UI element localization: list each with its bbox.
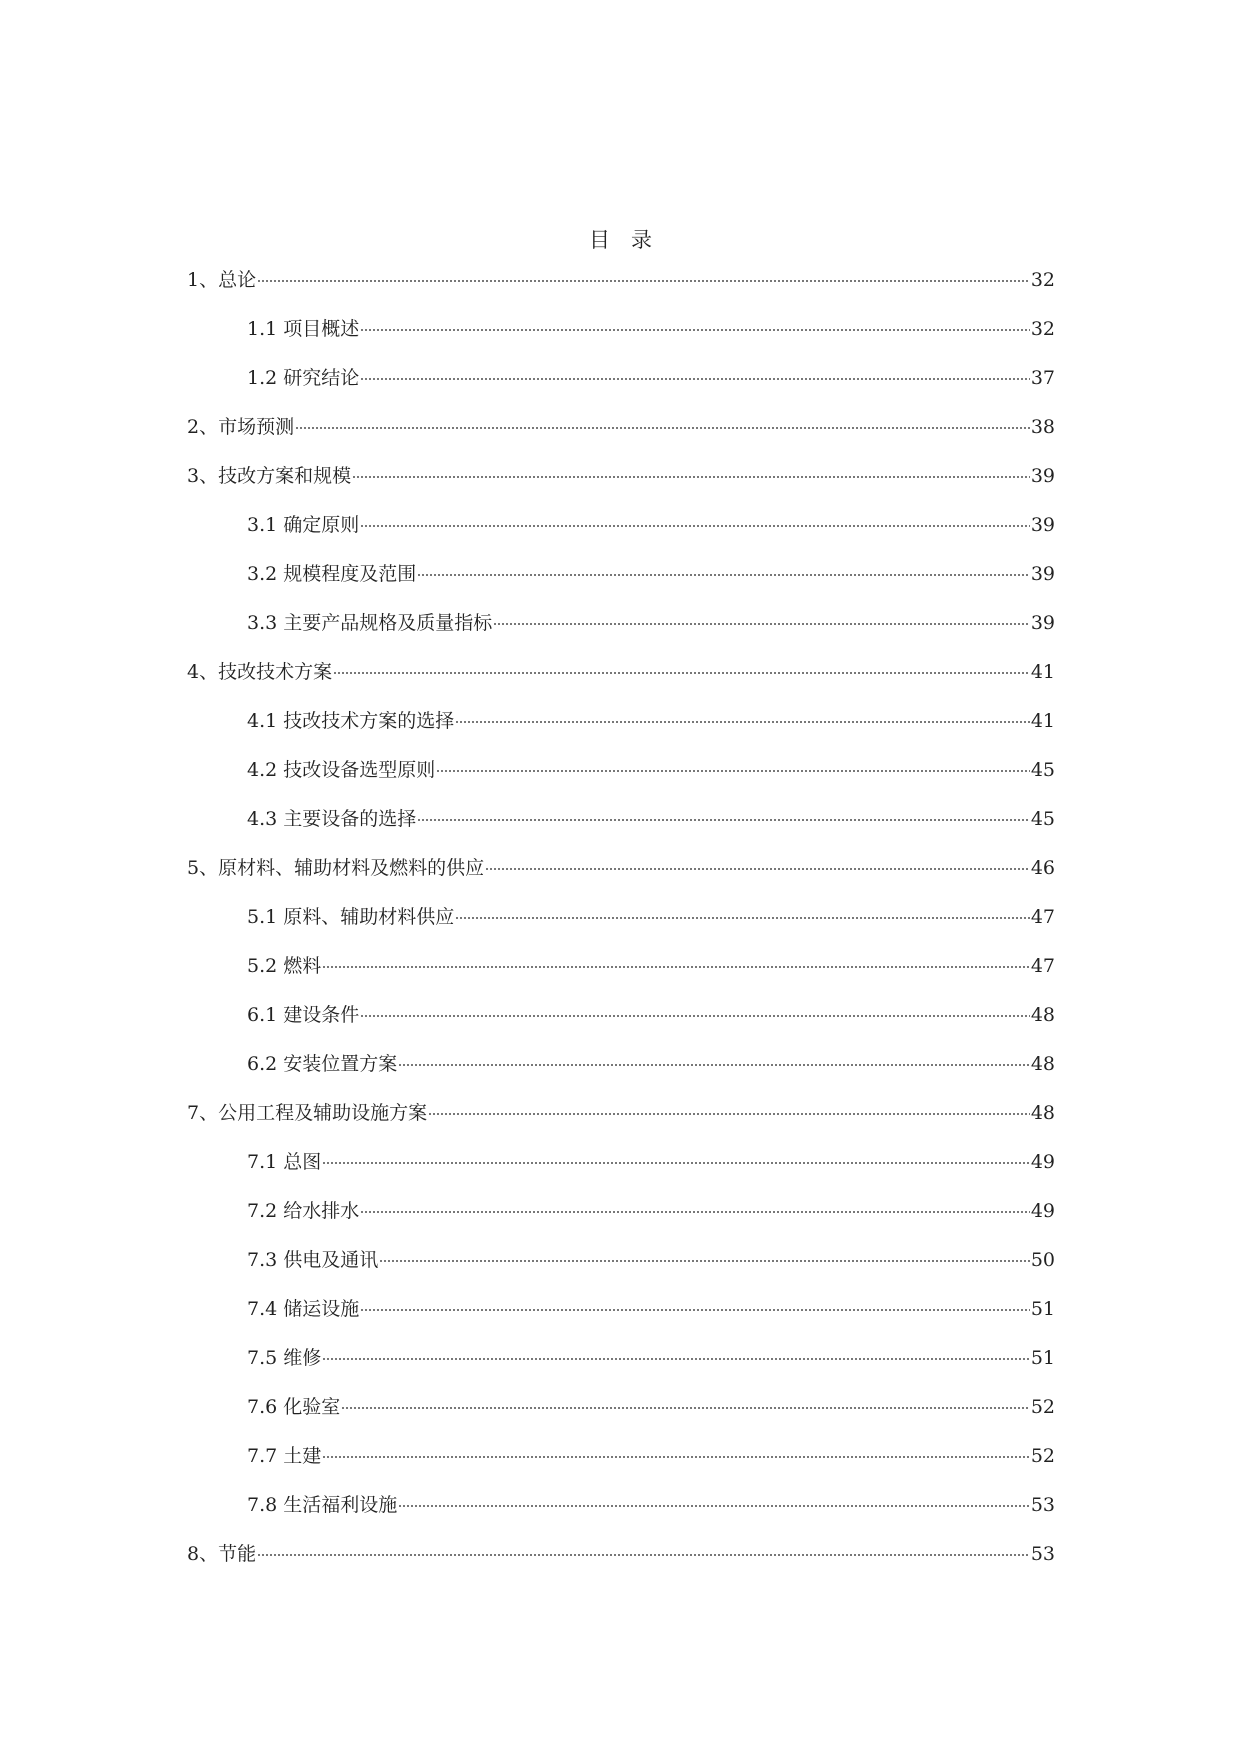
- toc-entry-label: 7.7 土建: [247, 1445, 322, 1467]
- toc-entry[interactable]: [187, 1542, 1055, 1591]
- toc-entry-page-number: 39: [1030, 612, 1055, 634]
- toc-dot-leader: [455, 721, 1030, 723]
- toc-entry-label: 4、技改技术方案: [187, 661, 333, 683]
- toc-entry[interactable]: [187, 1346, 1055, 1395]
- toc-entry-label: 1.2 研究结论: [247, 367, 360, 389]
- toc-dot-leader: [436, 770, 1030, 772]
- toc-entry-page-number: 48: [1030, 1004, 1055, 1026]
- toc-dot-leader: [485, 868, 1030, 870]
- toc-entry-page-number: 50: [1030, 1249, 1055, 1271]
- toc-dot-leader: [257, 280, 1030, 282]
- toc-entry[interactable]: [187, 1297, 1055, 1346]
- toc-dot-leader: [455, 917, 1030, 919]
- toc-entry[interactable]: [187, 1199, 1055, 1248]
- toc-entry-label: 7、公用工程及辅助设施方案: [187, 1102, 428, 1124]
- toc-entry[interactable]: [187, 1395, 1055, 1444]
- toc-entry[interactable]: [187, 464, 1055, 513]
- toc-entry-page-number: 39: [1030, 514, 1055, 536]
- toc-entry[interactable]: [187, 1248, 1055, 1297]
- toc-entry-page-number: 37: [1030, 367, 1055, 389]
- toc-dot-leader: [379, 1260, 1030, 1262]
- toc-dot-leader: [295, 427, 1030, 429]
- toc-entry-label: 5.1 原料、辅助材料供应: [247, 906, 455, 928]
- toc-entry-label: 5.2 燃料: [247, 955, 322, 977]
- toc-entry-label: 8、节能: [187, 1543, 257, 1565]
- toc-entry[interactable]: [187, 954, 1055, 1003]
- toc-entry[interactable]: [187, 660, 1055, 709]
- toc-entry-page-number: 51: [1030, 1347, 1055, 1369]
- toc-entry[interactable]: [187, 317, 1055, 366]
- toc-dot-leader: [352, 476, 1030, 478]
- toc-title: 目 录: [589, 228, 652, 252]
- toc-dot-leader: [333, 672, 1030, 674]
- toc-dot-leader: [417, 574, 1030, 576]
- toc-entry[interactable]: [187, 807, 1055, 856]
- toc-dot-leader: [341, 1407, 1030, 1409]
- toc-entry-page-number: 48: [1030, 1102, 1055, 1124]
- toc-entry-page-number: 32: [1030, 318, 1055, 340]
- toc-entry[interactable]: [187, 1493, 1055, 1542]
- toc-entry[interactable]: [187, 268, 1055, 317]
- toc-entry[interactable]: [187, 1101, 1055, 1150]
- toc-entry[interactable]: [187, 366, 1055, 415]
- toc-entry-page-number: 39: [1030, 465, 1055, 487]
- toc-entry-label: 7.1 总图: [247, 1151, 322, 1173]
- toc-entry-page-number: 45: [1030, 808, 1055, 830]
- toc-entry-page-number: 41: [1030, 661, 1055, 683]
- toc-entry-label: 1、总论: [187, 269, 257, 291]
- toc-dot-leader: [322, 1358, 1030, 1360]
- toc-entry-label: 5、原材料、辅助材料及燃料的供应: [187, 857, 485, 879]
- toc-entry-label: 6.1 建设条件: [247, 1004, 360, 1026]
- toc-entry-page-number: 46: [1030, 857, 1055, 879]
- toc-entry-label: 7.6 化验室: [247, 1396, 341, 1418]
- toc-entry[interactable]: [187, 1444, 1055, 1493]
- toc-list: [187, 268, 1055, 1591]
- toc-dot-leader: [257, 1554, 1030, 1556]
- toc-entry-page-number: 45: [1030, 759, 1055, 781]
- toc-dot-leader: [360, 1015, 1030, 1017]
- toc-entry-label: 3、技改方案和规模: [187, 465, 352, 487]
- toc-entry-label: 2、市场预测: [187, 416, 295, 438]
- toc-entry[interactable]: [187, 905, 1055, 954]
- toc-entry-page-number: 51: [1030, 1298, 1055, 1320]
- toc-dot-leader: [360, 329, 1030, 331]
- toc-dot-leader: [322, 1456, 1030, 1458]
- toc-dot-leader: [322, 1162, 1030, 1164]
- toc-entry[interactable]: [187, 562, 1055, 611]
- toc-entry-page-number: 49: [1030, 1200, 1055, 1222]
- toc-entry-label: 1.1 项目概述: [247, 318, 360, 340]
- toc-entry-page-number: 47: [1030, 906, 1055, 928]
- toc-entry-label: 7.2 给水排水: [247, 1200, 360, 1222]
- toc-entry[interactable]: [187, 758, 1055, 807]
- toc-dot-leader: [360, 525, 1030, 527]
- toc-entry-page-number: 32: [1030, 269, 1055, 291]
- toc-dot-leader: [493, 623, 1030, 625]
- toc-entry-page-number: 38: [1030, 416, 1055, 438]
- toc-entry[interactable]: [187, 709, 1055, 758]
- toc-dot-leader: [398, 1064, 1030, 1066]
- toc-entry-page-number: 52: [1030, 1445, 1055, 1467]
- toc-entry-page-number: 47: [1030, 955, 1055, 977]
- toc-entry-label: 4.3 主要设备的选择: [247, 808, 417, 830]
- toc-entry-label: 7.8 生活福利设施: [247, 1494, 398, 1516]
- toc-entry-page-number: 53: [1030, 1494, 1055, 1516]
- toc-dot-leader: [428, 1113, 1030, 1115]
- toc-dot-leader: [360, 378, 1030, 380]
- toc-dot-leader: [360, 1309, 1030, 1311]
- toc-entry[interactable]: [187, 856, 1055, 905]
- toc-entry-page-number: 49: [1030, 1151, 1055, 1173]
- toc-entry[interactable]: [187, 1003, 1055, 1052]
- toc-dot-leader: [398, 1505, 1030, 1507]
- toc-dot-leader: [322, 966, 1030, 968]
- toc-entry-label: 3.1 确定原则: [247, 514, 360, 536]
- toc-entry[interactable]: [187, 1052, 1055, 1101]
- toc-entry[interactable]: [187, 1150, 1055, 1199]
- toc-dot-leader: [417, 819, 1030, 821]
- toc-entry-label: 6.2 安装位置方案: [247, 1053, 398, 1075]
- toc-entry-label: 4.1 技改技术方案的选择: [247, 710, 455, 732]
- toc-entry-page-number: 53: [1030, 1543, 1055, 1565]
- toc-entry-label: 4.2 技改设备选型原则: [247, 759, 436, 781]
- toc-entry-label: 3.2 规模程度及范围: [247, 563, 417, 585]
- toc-entry-page-number: 39: [1030, 563, 1055, 585]
- toc-entry-page-number: 52: [1030, 1396, 1055, 1418]
- toc-entry-page-number: 41: [1030, 710, 1055, 732]
- toc-entry[interactable]: [187, 513, 1055, 562]
- toc-entry-label: 7.5 维修: [247, 1347, 322, 1369]
- toc-entry-label: 7.4 储运设施: [247, 1298, 360, 1320]
- toc-dot-leader: [360, 1211, 1030, 1213]
- toc-entry[interactable]: [187, 415, 1055, 464]
- toc-entry-label: 7.3 供电及通讯: [247, 1249, 379, 1271]
- toc-entry-label: 3.3 主要产品规格及质量指标: [247, 612, 493, 634]
- toc-entry[interactable]: [187, 611, 1055, 660]
- toc-entry-page-number: 48: [1030, 1053, 1055, 1075]
